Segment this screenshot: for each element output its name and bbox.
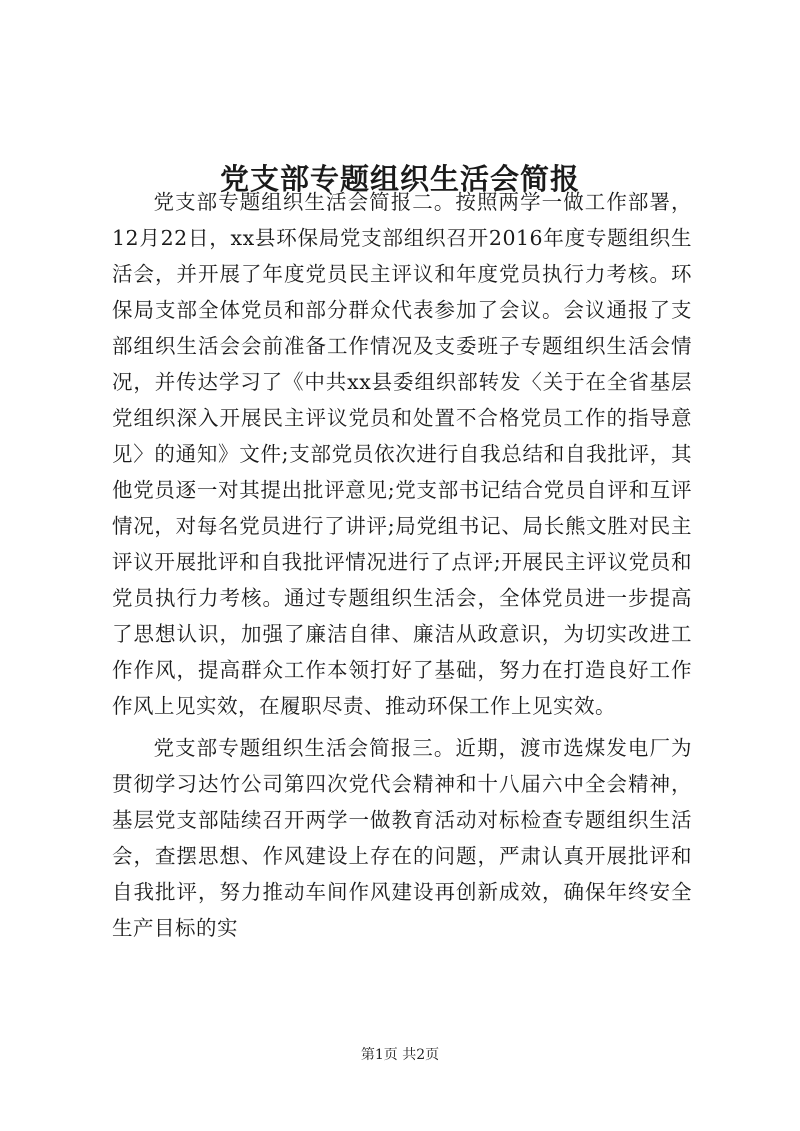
document-body [112,184,692,946]
document-title: 党支部专题组织生活会简报 [219,162,580,197]
paragraph-text: 党支部专题组织生活会简报二。按照两学一做工作部署，12月22日，xx县环保局党支部组织召开2016年度专题组织生活会，并开展了年度党员民主评议和年度党员执行力考核。环保局支部全体党员和部分群众代表参加了会议。会议通报了支部组织生活会会前准备工作情况及支委班子专题组织生活会情况，并传达学习了《中共xx县委组织部转发〈关于在全省基层党组织深入开展民主评议党员和处置不合格党员工作的指导意见〉的通知》文件;支部党员依次进行自我总结和自我批评，其他党员逐一对其提出批评意见;党支部书记结合党员自评和互评情况，对每名党员进行了讲评;局党组书记、局长熊文胜对民主评议开展批评和自我批评情况进行了点评;开展民主评议党员和党员执行力考核。通过专题组织生活会，全体党员进一步提高了思想认识，加强了廉洁自律、廉洁从政意识，为切实改进工作作风，提高群众工作本领打好了基础，努力在打造良好工作作风上见实效，在履职尽责、推动环保工作上见实效。 [112,190,692,718]
paragraph [112,730,692,946]
paragraph-text: 党支部专题组织生活会简报三。近期，渡市选煤发电厂为贯彻学习达竹公司第四次党代会精神和十八届六中全会精神，基层党支部陆续召开两学一做教育活动对标检查专题组织生活会，查摆思想、作风建设上存在的问题，严肃认真开展批评和自我批评，努力推动车间作风建设再创新成效，确保年终安全生产目标的实 [112,736,692,940]
page-footer: 第1页 共2页 [360,1047,440,1063]
paragraph [112,184,692,724]
